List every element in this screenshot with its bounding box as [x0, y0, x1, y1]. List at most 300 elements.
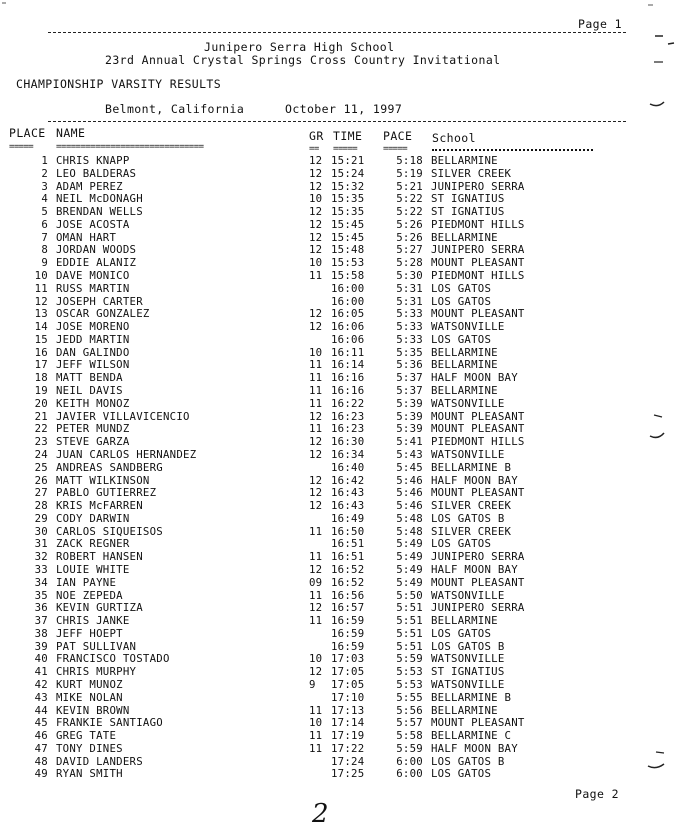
school-cell: MOUNT PLEASANT: [431, 486, 525, 500]
column-header-pace: PACE: [383, 129, 413, 143]
school-cell: JUNIPERO SERRA: [431, 550, 525, 564]
runner-name-cell: LOUIE WHITE: [56, 562, 130, 576]
school-cell: WATSONVILLE: [431, 652, 505, 666]
place-cell: 28: [34, 499, 48, 513]
school-cell: BELLARMINE: [431, 154, 498, 167]
pace-cell: 5:51: [396, 626, 423, 640]
grade-cell: 11: [309, 396, 323, 410]
place-cell: 7: [41, 230, 48, 244]
grade-cell: 9: [309, 677, 316, 691]
place-cell: 14: [34, 320, 48, 334]
table-row: [0, 384, 691, 397]
school-cell: LOS GATOS B: [431, 754, 505, 768]
school-cell: HALF MOON BAY: [431, 371, 518, 385]
school-cell: JUNIPERO SERRA: [431, 601, 525, 615]
time-cell: 16:51: [331, 537, 365, 551]
pace-cell: 5:50: [396, 588, 423, 602]
school-cell: BELLARMINE B: [431, 460, 512, 474]
table-row: [0, 320, 691, 333]
table-row: [0, 640, 691, 653]
place-cell: 27: [34, 486, 48, 500]
pace-cell: 5:49: [396, 537, 423, 551]
table-row: [0, 691, 691, 704]
time-cell: 15:53: [331, 256, 365, 270]
time-cell: 16:43: [331, 486, 365, 500]
runner-name-cell: JOSE MORENO: [56, 320, 130, 334]
table-row: [0, 422, 691, 435]
school-cell: HALF MOON BAY: [431, 473, 518, 487]
school-cell: BELLARMINE: [431, 614, 498, 628]
time-cell: 16:40: [331, 460, 365, 474]
place-cell: 35: [34, 588, 48, 602]
time-cell: 16:23: [331, 409, 365, 423]
grade-cell: 11: [309, 703, 323, 717]
pace-cell: 5:49: [396, 562, 423, 576]
pace-cell: 5:39: [396, 409, 423, 423]
time-cell: 16:59: [331, 626, 365, 640]
pace-cell: 5:36: [396, 358, 423, 372]
school-cell: LOS GATOS: [431, 294, 492, 308]
time-cell: 16:00: [331, 281, 365, 295]
pace-cell: 5:57: [396, 716, 423, 730]
table-row: [0, 333, 691, 346]
time-cell: 16:57: [331, 601, 365, 615]
school-cell: LOS GATOS: [431, 537, 492, 551]
pace-cell: 5:33: [396, 307, 423, 321]
table-row: [0, 550, 691, 563]
place-cell: 48: [34, 754, 48, 768]
pace-cell: 5:51: [396, 639, 423, 653]
school-cell: BELLARMINE: [431, 703, 498, 717]
runner-name-cell: CHRIS MURPHY: [56, 665, 137, 679]
grade-cell: 12: [309, 205, 323, 219]
runner-name-cell: NEIL McDONAGH: [56, 192, 143, 206]
grade-cell: 12: [309, 601, 323, 615]
time-cell: 16:43: [331, 499, 365, 513]
pace-cell: 5:43: [396, 447, 423, 461]
grade-cell: 10: [309, 192, 323, 206]
grade-cell: 10: [309, 256, 323, 270]
school-cell: MOUNT PLEASANT: [431, 422, 525, 436]
place-cell: 11: [34, 281, 48, 295]
pace-cell: 6:00: [396, 754, 423, 768]
rule-place: =====: [9, 142, 34, 152]
grade-cell: 11: [309, 729, 323, 743]
table-row: [0, 486, 691, 499]
school-cell: BELLARMINE C: [431, 729, 512, 743]
table-row: [0, 525, 691, 538]
school-cell: MOUNT PLEASANT: [431, 409, 525, 423]
rule-pace: =====: [383, 144, 408, 154]
school-cell: BELLARMINE: [431, 345, 498, 359]
place-cell: 40: [34, 652, 48, 666]
table-row: [0, 755, 691, 768]
pace-cell: 5:49: [396, 550, 423, 564]
grade-cell: 12: [309, 166, 323, 180]
school-cell: WATSONVILLE: [431, 396, 505, 410]
pace-cell: 5:48: [396, 511, 423, 525]
page-number-top: Page 1: [578, 17, 622, 31]
column-header-school: School: [432, 131, 476, 145]
table-row: [0, 499, 691, 512]
table-row: [0, 678, 691, 691]
school-cell: ST IGNATIUS: [431, 665, 505, 679]
runner-name-cell: ZACK REGNER: [56, 537, 130, 551]
pace-cell: 5:31: [396, 281, 423, 295]
table-row: [0, 167, 691, 180]
runner-name-cell: KURT MUNOZ: [56, 677, 123, 691]
table-row: [0, 358, 691, 371]
place-cell: 6: [41, 217, 48, 231]
runner-name-cell: JEFF WILSON: [56, 358, 130, 372]
runner-name-cell: CODY DARWIN: [56, 511, 130, 525]
grade-cell: 11: [309, 550, 323, 564]
table-row: [0, 576, 691, 589]
pace-cell: 5:55: [396, 690, 423, 704]
time-cell: 16:51: [331, 550, 365, 564]
table-row: [0, 231, 691, 244]
time-cell: 17:14: [331, 716, 365, 730]
place-cell: 43: [34, 690, 48, 704]
table-row: [0, 256, 691, 269]
time-cell: 16:52: [331, 575, 365, 589]
rule-gr: ==: [309, 144, 319, 154]
runner-name-cell: DAVID LANDERS: [56, 754, 143, 768]
time-cell: 15:21: [331, 154, 365, 167]
time-cell: 15:48: [331, 243, 365, 257]
table-row: [0, 218, 691, 231]
grade-cell: 09: [309, 575, 323, 589]
grade-cell: 10: [309, 652, 323, 666]
place-cell: 39: [34, 639, 48, 653]
school-cell: ST IGNATIUS: [431, 205, 505, 219]
place-cell: 45: [34, 716, 48, 730]
school-cell: LOS GATOS: [431, 767, 492, 781]
place-cell: 22: [34, 422, 48, 436]
time-cell: 15:35: [331, 205, 365, 219]
pace-cell: 5:33: [396, 320, 423, 334]
table-row: [0, 729, 691, 742]
runner-name-cell: KEITH MONOZ: [56, 396, 130, 410]
place-cell: 21: [34, 409, 48, 423]
pace-cell: 6:00: [396, 767, 423, 781]
table-row: [0, 767, 691, 780]
school-cell: MOUNT PLEASANT: [431, 716, 525, 730]
time-cell: 16:23: [331, 422, 365, 436]
runner-name-cell: DAVE MONICO: [56, 269, 130, 283]
pace-cell: 5:22: [396, 205, 423, 219]
place-cell: 23: [34, 435, 48, 449]
pace-cell: 5:27: [396, 243, 423, 257]
place-cell: 15: [34, 332, 48, 346]
rule-school: [432, 149, 593, 151]
place-cell: 36: [34, 601, 48, 615]
runner-name-cell: CHRIS JANKE: [56, 614, 130, 628]
runner-name-cell: KRIS McFARREN: [56, 499, 143, 513]
pace-cell: 5:59: [396, 652, 423, 666]
pace-cell: 5:51: [396, 614, 423, 628]
grade-cell: 11: [309, 741, 323, 755]
school-title: Junipero Serra High School: [204, 40, 395, 54]
event-date: October 11, 1997: [285, 102, 403, 116]
pace-cell: 5:48: [396, 524, 423, 538]
school-cell: SILVER CREEK: [431, 166, 512, 180]
school-cell: PIEDMONT HILLS: [431, 217, 525, 231]
school-cell: BELLARMINE B: [431, 690, 512, 704]
school-cell: MOUNT PLEASANT: [431, 307, 525, 321]
time-cell: 16:30: [331, 435, 365, 449]
table-row: [0, 563, 691, 576]
runner-name-cell: MIKE NOLAN: [56, 690, 123, 704]
time-cell: 16:59: [331, 614, 365, 628]
runner-name-cell: FRANCISCO TOSTADO: [56, 652, 170, 666]
table-row: [0, 665, 691, 678]
school-cell: BELLARMINE: [431, 384, 498, 398]
header-divider-top: [48, 32, 626, 33]
section-title: CHAMPIONSHIP VARSITY RESULTS: [16, 77, 222, 91]
time-cell: 16:14: [331, 358, 365, 372]
rule-time: =====: [333, 144, 358, 154]
runner-name-cell: JEDD MARTIN: [56, 332, 130, 346]
runner-name-cell: ROBERT HANSEN: [56, 550, 143, 564]
place-cell: 34: [34, 575, 48, 589]
grade-cell: 11: [309, 384, 323, 398]
school-cell: WATSONVILLE: [431, 677, 505, 691]
pace-cell: 5:18: [396, 154, 423, 167]
school-cell: HALF MOON BAY: [431, 741, 518, 755]
time-cell: 16:59: [331, 639, 365, 653]
header-divider-bottom: [48, 121, 626, 122]
runner-name-cell: IAN PAYNE: [56, 575, 117, 589]
runner-name-cell: DAN GALINDO: [56, 345, 130, 359]
place-cell: 10: [34, 269, 48, 283]
time-cell: 16:00: [331, 294, 365, 308]
runner-name-cell: ADAM PEREZ: [56, 179, 123, 193]
pace-cell: 5:46: [396, 499, 423, 513]
table-row: [0, 205, 691, 218]
margin-mark-4: [650, 102, 664, 106]
place-cell: 12: [34, 294, 48, 308]
place-cell: 31: [34, 537, 48, 551]
grade-cell: 12: [309, 486, 323, 500]
event-title: 23rd Annual Crystal Springs Cross Country Invitational: [105, 53, 501, 67]
school-cell: WATSONVILLE: [431, 320, 505, 334]
table-row: [0, 346, 691, 359]
pace-cell: 5:56: [396, 703, 423, 717]
pace-cell: 5:59: [396, 741, 423, 755]
runner-name-cell: RUSS MARTIN: [56, 281, 130, 295]
place-cell: 49: [34, 767, 48, 781]
place-cell: 25: [34, 460, 48, 474]
time-cell: 15:24: [331, 166, 365, 180]
place-cell: 1: [41, 154, 48, 167]
grade-cell: 12: [309, 473, 323, 487]
place-cell: 46: [34, 729, 48, 743]
rule-name: ==============================: [56, 142, 204, 152]
runner-name-cell: FRANKIE SANTIAGO: [56, 716, 163, 730]
column-header-gr: GR: [309, 129, 324, 143]
place-cell: 24: [34, 447, 48, 461]
school-cell: SILVER CREEK: [431, 499, 512, 513]
grade-cell: 12: [309, 217, 323, 231]
pace-cell: 5:39: [396, 396, 423, 410]
time-cell: 17:10: [331, 690, 365, 704]
school-cell: WATSONVILLE: [431, 447, 505, 461]
grade-cell: 12: [309, 499, 323, 513]
runner-name-cell: JEFF HOEPT: [56, 626, 123, 640]
school-cell: PIEDMONT HILLS: [431, 269, 525, 283]
place-cell: 4: [41, 192, 48, 206]
pace-cell: 5:45: [396, 460, 423, 474]
table-row: [0, 742, 691, 755]
grade-cell: 10: [309, 345, 323, 359]
school-cell: PIEDMONT HILLS: [431, 435, 525, 449]
place-cell: 17: [34, 358, 48, 372]
table-row: [0, 397, 691, 410]
grade-cell: 11: [309, 588, 323, 602]
place-cell: 44: [34, 703, 48, 717]
school-cell: LOS GATOS B: [431, 511, 505, 525]
table-row: [0, 589, 691, 602]
pace-cell: 5:26: [396, 217, 423, 231]
pace-cell: 5:28: [396, 256, 423, 270]
table-row: [0, 614, 691, 627]
time-cell: 15:58: [331, 269, 365, 283]
pace-cell: 5:30: [396, 269, 423, 283]
table-row: [0, 716, 691, 729]
time-cell: 15:35: [331, 192, 365, 206]
place-cell: 16: [34, 345, 48, 359]
runner-name-cell: OSCAR GONZALEZ: [56, 307, 150, 321]
table-row: [0, 601, 691, 614]
grade-cell: 12: [309, 320, 323, 334]
pace-cell: 5:37: [396, 384, 423, 398]
pace-cell: 5:58: [396, 729, 423, 743]
runner-name-cell: KEVIN GURTIZA: [56, 601, 143, 615]
time-cell: 16:52: [331, 562, 365, 576]
runner-name-cell: NEIL DAVIS: [56, 384, 123, 398]
event-location: Belmont, California: [105, 102, 245, 116]
time-cell: 17:19: [331, 729, 365, 743]
place-cell: 38: [34, 626, 48, 640]
pace-cell: 5:49: [396, 575, 423, 589]
table-row: [0, 192, 691, 205]
place-cell: 37: [34, 614, 48, 628]
runner-name-cell: LEO BALDERAS: [56, 166, 137, 180]
pace-cell: 5:51: [396, 601, 423, 615]
pace-cell: 5:35: [396, 345, 423, 359]
pace-cell: 5:19: [396, 166, 423, 180]
school-cell: MOUNT PLEASANT: [431, 256, 525, 270]
time-cell: 16:06: [331, 332, 365, 346]
time-cell: 16:16: [331, 371, 365, 385]
runner-name-cell: JOSEPH CARTER: [56, 294, 143, 308]
runner-name-cell: JOSE ACOSTA: [56, 217, 130, 231]
school-cell: MOUNT PLEASANT: [431, 575, 525, 589]
table-row: [0, 461, 691, 474]
grade-cell: 11: [309, 358, 323, 372]
table-row: [0, 512, 691, 525]
school-cell: ST IGNATIUS: [431, 192, 505, 206]
table-row: [0, 243, 691, 256]
place-cell: 47: [34, 741, 48, 755]
time-cell: 16:42: [331, 473, 365, 487]
runner-name-cell: CHRIS KNAPP: [56, 154, 130, 167]
time-cell: 16:16: [331, 384, 365, 398]
runner-name-cell: JAVIER VILLAVICENCIO: [56, 409, 190, 423]
pace-cell: 5:41: [396, 435, 423, 449]
runner-name-cell: PABLO GUTIERREZ: [56, 486, 157, 500]
runner-name-cell: OMAN HART: [56, 230, 117, 244]
time-cell: 17:25: [331, 767, 365, 781]
pace-cell: 5:31: [396, 294, 423, 308]
time-cell: 17:13: [331, 703, 365, 717]
runner-name-cell: KEVIN BROWN: [56, 703, 130, 717]
runner-name-cell: TONY DINES: [56, 741, 123, 755]
grade-cell: 11: [309, 269, 323, 283]
time-cell: 16:06: [331, 320, 365, 334]
column-header-name: NAME: [56, 126, 86, 140]
runner-name-cell: CARLOS SIQUEISOS: [56, 524, 163, 538]
table-row: [0, 474, 691, 487]
time-cell: 16:49: [331, 511, 365, 525]
school-cell: LOS GATOS: [431, 332, 492, 346]
handwritten-page-number: 2: [312, 799, 329, 829]
grade-cell: 12: [309, 435, 323, 449]
time-cell: 16:34: [331, 447, 365, 461]
place-cell: 26: [34, 473, 48, 487]
time-cell: 16:11: [331, 345, 365, 359]
time-cell: 15:45: [331, 230, 365, 244]
table-row: [0, 295, 691, 308]
time-cell: 15:32: [331, 179, 365, 193]
time-cell: 16:22: [331, 396, 365, 410]
runner-name-cell: BRENDAN WELLS: [56, 205, 143, 219]
place-cell: 29: [34, 511, 48, 525]
place-cell: 41: [34, 665, 48, 679]
pace-cell: 5:21: [396, 179, 423, 193]
column-header-time: TIME: [333, 129, 363, 143]
place-cell: 8: [41, 243, 48, 257]
margin-mark-2: [668, 43, 674, 44]
table-row: [0, 269, 691, 282]
school-cell: JUNIPERO SERRA: [431, 243, 525, 257]
table-row: [0, 537, 691, 550]
table-row: [0, 704, 691, 717]
grade-cell: 12: [309, 409, 323, 423]
school-cell: JUNIPERO SERRA: [431, 179, 525, 193]
table-row: [0, 282, 691, 295]
runner-name-cell: NOE ZEPEDA: [56, 588, 123, 602]
school-cell: WATSONVILLE: [431, 588, 505, 602]
pace-cell: 5:26: [396, 230, 423, 244]
table-row: [0, 652, 691, 665]
grade-cell: 11: [309, 524, 323, 538]
time-cell: 17:03: [331, 652, 365, 666]
school-cell: SILVER CREEK: [431, 524, 512, 538]
runner-name-cell: JORDAN WOODS: [56, 243, 137, 257]
place-cell: 18: [34, 371, 48, 385]
runner-name-cell: RYAN SMITH: [56, 767, 123, 781]
pace-cell: 5:22: [396, 192, 423, 206]
time-cell: 16:56: [331, 588, 365, 602]
grade-cell: 12: [309, 179, 323, 193]
place-cell: 33: [34, 562, 48, 576]
school-cell: BELLARMINE: [431, 230, 498, 244]
grade-cell: 12: [309, 447, 323, 461]
pace-cell: 5:46: [396, 473, 423, 487]
runner-name-cell: STEVE GARZA: [56, 435, 130, 449]
